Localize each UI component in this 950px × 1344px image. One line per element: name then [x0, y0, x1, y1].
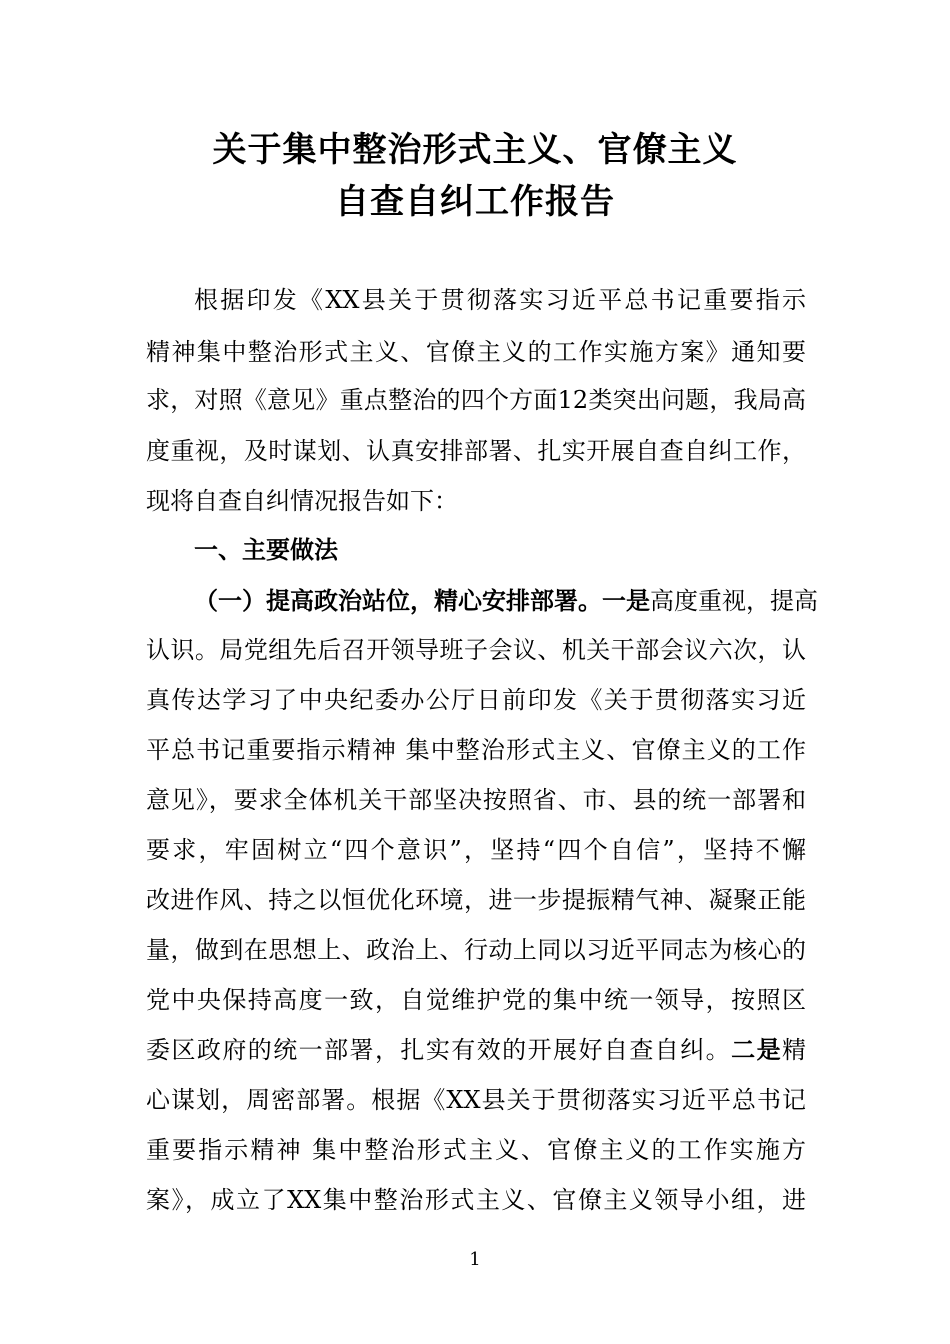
body-line-12: 案》，成立了XX集中整治形式主义、官僚主义领导小组，进: [146, 1186, 806, 1214]
intro-line-5: 现将自查自纠情况报告如下：: [146, 487, 458, 515]
intro-line-2: 精神集中整治形式主义、官僚主义的工作实施方案》通知要: [146, 338, 806, 366]
body-line-2: 真传达学习了中央纪委办公厅日前印发《关于贯彻落实习近: [146, 686, 806, 714]
body-line-11: 重要指示精神 集中整治形式主义、官僚主义的工作实施方: [146, 1136, 806, 1164]
intro-line-3: 求，对照《意见》重点整治的四个方面12类突出问题，我局高: [146, 386, 806, 414]
marker-two: 二是: [731, 1036, 783, 1064]
subsection-1-first-line-text: 高度重视，提高: [650, 587, 818, 615]
body-line-1: 认识。局党组先后召开领导班子会议、机关干部会议六次，认: [146, 636, 806, 664]
intro-line-1: 根据印发《XX县关于贯彻落实习近平总书记重要指示: [194, 286, 806, 314]
intro-line-4: 度重视，及时谋划、认真安排部署、扎实开展自查自纠工作，: [146, 437, 806, 465]
body-line-10: 心谋划，周密部署。根据《XX县关于贯彻落实习近平总书记: [146, 1086, 806, 1114]
section-heading-1: 一、主要做法: [194, 536, 338, 564]
document-title-line-1: 关于集中整治形式主义、官僚主义: [212, 130, 738, 170]
page-number: 1: [469, 1249, 481, 1270]
subsection-1-first-line: [194, 584, 818, 618]
body-line-7: 量，做到在思想上、政治上、行动上同以习近平同志为核心的: [146, 936, 806, 964]
body-line-6: 改进作风、持之以恒优化环境，进一步提振精气神、凝聚正能: [146, 886, 806, 914]
body-line-9: [146, 1033, 806, 1067]
body-line-3: 平总书记重要指示精神 集中整治形式主义、官僚主义的工作: [146, 736, 806, 764]
marker-one: 一是: [602, 587, 650, 615]
body-line-9-tail: 精: [782, 1036, 807, 1064]
body-line-4: 意见》，要求全体机关干部坚决按照省、市、县的统一部署和: [146, 786, 806, 814]
body-line-5: 要求，牢固树立“四个意识”，坚持“四个自信”，坚持不懈: [146, 836, 806, 864]
document-title-line-2: 自查自纠工作报告: [335, 182, 615, 222]
subsection-1-heading: （一）提高政治站位，精心安排部署。: [194, 587, 602, 615]
body-line-8: 党中央保持高度一致，自觉维护党的集中统一领导，按照区: [146, 986, 806, 1014]
body-line-9-text: 委区政府的统一部署，扎实有效的开展好自查自纠。: [146, 1036, 732, 1064]
